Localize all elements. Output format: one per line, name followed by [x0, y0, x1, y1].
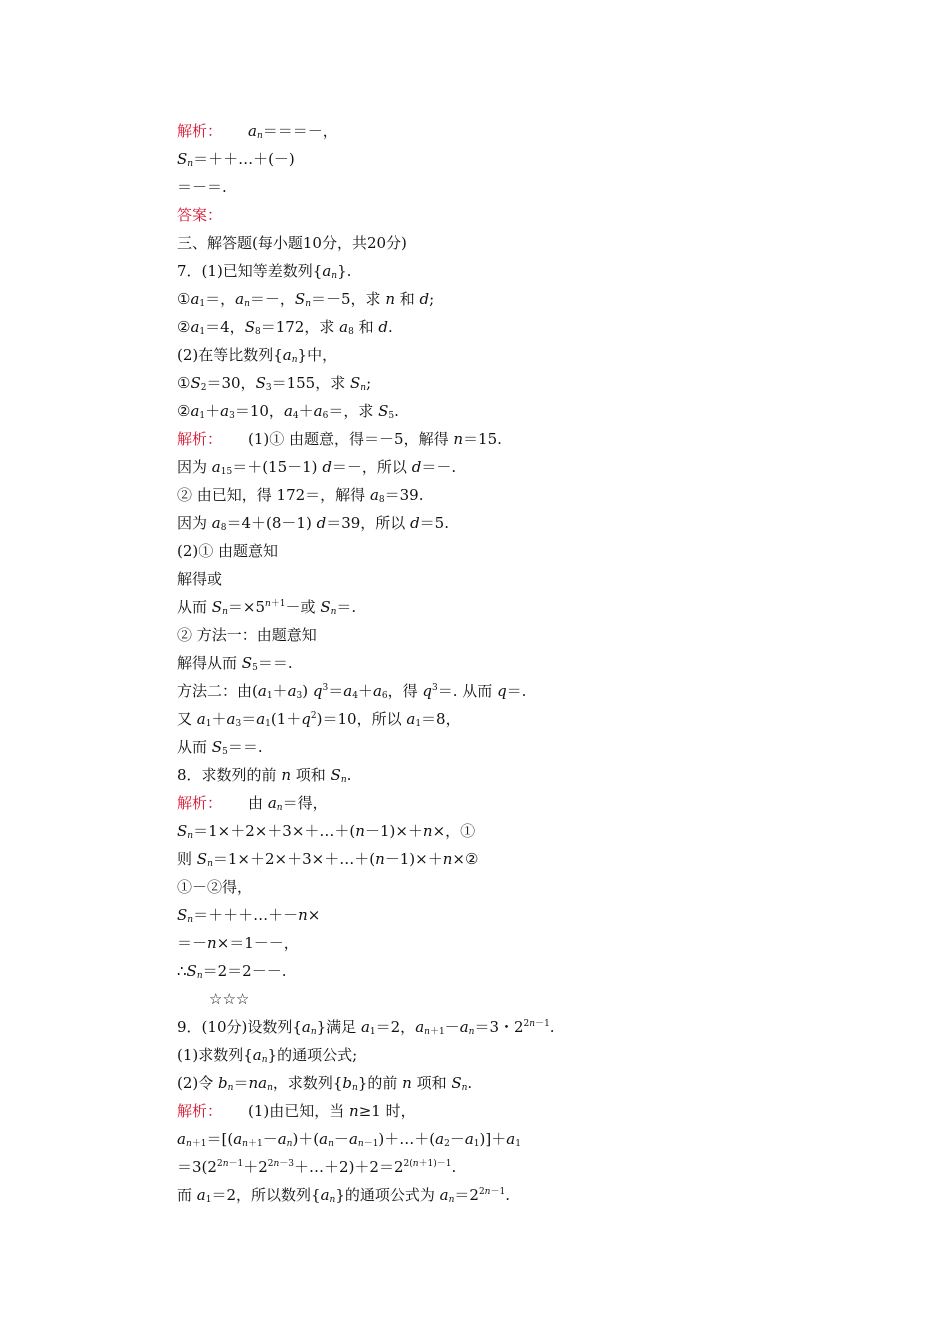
- analysis-line: 因为 $a_8=4+(8-1)$ d＝39，所以 d＝5.: [177, 514, 449, 533]
- text: ①: [177, 374, 191, 392]
- text: ＝3(2: [177, 1158, 217, 1176]
- question-9-part: (2)令 $b_n=na_n$，求数列$\{b_n\}$的前 n 项和 $S_n$.: [177, 1074, 473, 1093]
- text: 因为: [177, 458, 208, 476]
- analysis-line: ＝－n×＝1－－，: [177, 934, 299, 952]
- answer-label: 答案：: [177, 206, 223, 224]
- analysis-line: 解得或: [177, 570, 223, 588]
- analysis-line: 从而 $S_5==$.: [177, 738, 263, 757]
- text: (2)令: [177, 1074, 214, 1092]
- text: ＝＋＋…＋(－): [193, 150, 295, 168]
- question-7: 7．(1)已知等差数列$\{a_n\}$.: [177, 262, 352, 281]
- analysis-line: 解析： (1)① 由题意，得＝－5，解得 n＝15.: [177, 430, 502, 448]
- text: 因为: [177, 514, 208, 532]
- text: (1)① 由题意，得＝－5，解得: [248, 430, 449, 448]
- analysis-line: ② 方法一：由题意知: [177, 626, 317, 644]
- analysis-line-1: 解析： $a_n===-$，: [177, 122, 338, 141]
- analysis-line: ①－②得，: [177, 878, 253, 896]
- analysis-line: 解得从而 $S_5==$.: [177, 654, 293, 673]
- analysis-line: 从而 $S_n=\times 5^{n+1}-$或 $S_n=$.: [177, 598, 357, 617]
- text: 由: [248, 794, 264, 812]
- question-9-part: (1)求数列$\{a_n\}$的通项公式;: [177, 1046, 358, 1065]
- question-9: 9．(10分)设数列$\{a_n\}$满足 $a_1=2$，$a_{n+1}-a_n=3$・$2^{2n-1}$.: [177, 1018, 555, 1037]
- analysis-line: ② 由已知，得 172＝，解得 $a_8=39$.: [177, 486, 424, 505]
- question-7-part: $①a_1=$，$a_n=-$，$S_n=-5$，求 n 和 d;: [177, 290, 435, 309]
- text: 而: [177, 1186, 193, 1204]
- analysis-label: 解析：: [177, 1102, 223, 1120]
- text: 9．(10分)设数列{: [177, 1018, 302, 1036]
- text: 又: [177, 710, 193, 728]
- text: ②: [177, 402, 191, 420]
- analysis-line: $S_n=+++\dots+-n\times$: [177, 906, 321, 925]
- text: (1)求数列{: [177, 1046, 253, 1064]
- text: 从而: [177, 738, 208, 756]
- analysis-line: (2)① 由题意知: [177, 542, 279, 560]
- analysis-line: $\therefore S_n=2=2--$.: [177, 962, 287, 981]
- text: (1)由已知，当: [248, 1102, 345, 1120]
- question-7-part: $②a_1+a_3=10$，$a_4+a_6=$，求 $S_5$.: [177, 402, 399, 421]
- analysis-line: 而 $a_1=2$，所以数列$\{a_n\}$的通项公式为 $a_n=2^{2n-1}$.: [177, 1186, 510, 1205]
- text: ＝＝＝－，: [262, 122, 338, 140]
- analysis-line: 因为 $a_{15}=+(15-1)$ d＝－，所以 d＝－.: [177, 458, 457, 477]
- analysis-label: 解析：: [177, 794, 223, 812]
- text: 解得从而: [177, 654, 238, 672]
- analysis-line: 又 $a_1+a_3=a_1(1+q^2)=10$，所以 $a_1=8$，: [177, 710, 461, 729]
- question-8: 8．求数列的前 n 项和 $S_n$.: [177, 766, 352, 785]
- question-7-part: $②a_1=4$，$S_8=172$，求 $a_8$ 和 d.: [177, 318, 393, 337]
- analysis-line: 解析： 由 $a_n=$得，: [177, 794, 328, 813]
- analysis-line: 则 $S_n=1\times+2\times+3\times+\dots+(n-1)\times+n\times ②$: [177, 850, 479, 869]
- analysis-line: 解析： (1)由已知，当 n≥1 时，: [177, 1102, 416, 1120]
- section-heading: 三、解答题(每小题10分，共20分): [177, 234, 407, 252]
- analysis-line: $a_{n+1}=[(a_{n+1}-a_n)+(a_n-a_{n-1})+\dots+(a_2-a_1)]+a_1$: [177, 1130, 521, 1149]
- text: (2)在等比数列{: [177, 346, 283, 364]
- stars-divider: ☆☆☆: [209, 990, 250, 1008]
- text: 8．求数列的前: [177, 766, 277, 784]
- text: 方法二：由(: [177, 682, 258, 700]
- analysis-label: 解析：: [177, 430, 223, 448]
- analysis-line: 方法二：由$(a_1+a_3)$ $q^3=a_4+a_6$，得 $q^3=$. 从而 q＝.: [177, 682, 527, 701]
- question-7-part: $①S_2=30$，$S_3=155$，求 $S_n$;: [177, 374, 372, 393]
- question-7-part: (2)在等比数列$\{a_n\}$中，: [177, 346, 338, 365]
- analysis-line: $=3(2^{2n-1}+2^{2n-3}+\dots+2)+2=2^{2(n+1)-1}$.: [177, 1158, 457, 1176]
- text: ＝－＝.: [177, 178, 227, 196]
- text: ②: [177, 318, 191, 336]
- text: 7．(1)已知等差数列{: [177, 262, 323, 280]
- text: ② 由已知，得 172＝，解得: [177, 486, 366, 504]
- analysis-line: $S_n=1\times+2\times+3\times+\dots+(n-1)\times+n\times$，①: [177, 822, 476, 841]
- formula-line: $S_n=++\dots+(-)$: [177, 150, 295, 169]
- analysis-label: 解析：: [177, 122, 223, 140]
- formula-line: [177, 177, 227, 197]
- text: 从而: [177, 598, 208, 616]
- text: ①: [177, 290, 191, 308]
